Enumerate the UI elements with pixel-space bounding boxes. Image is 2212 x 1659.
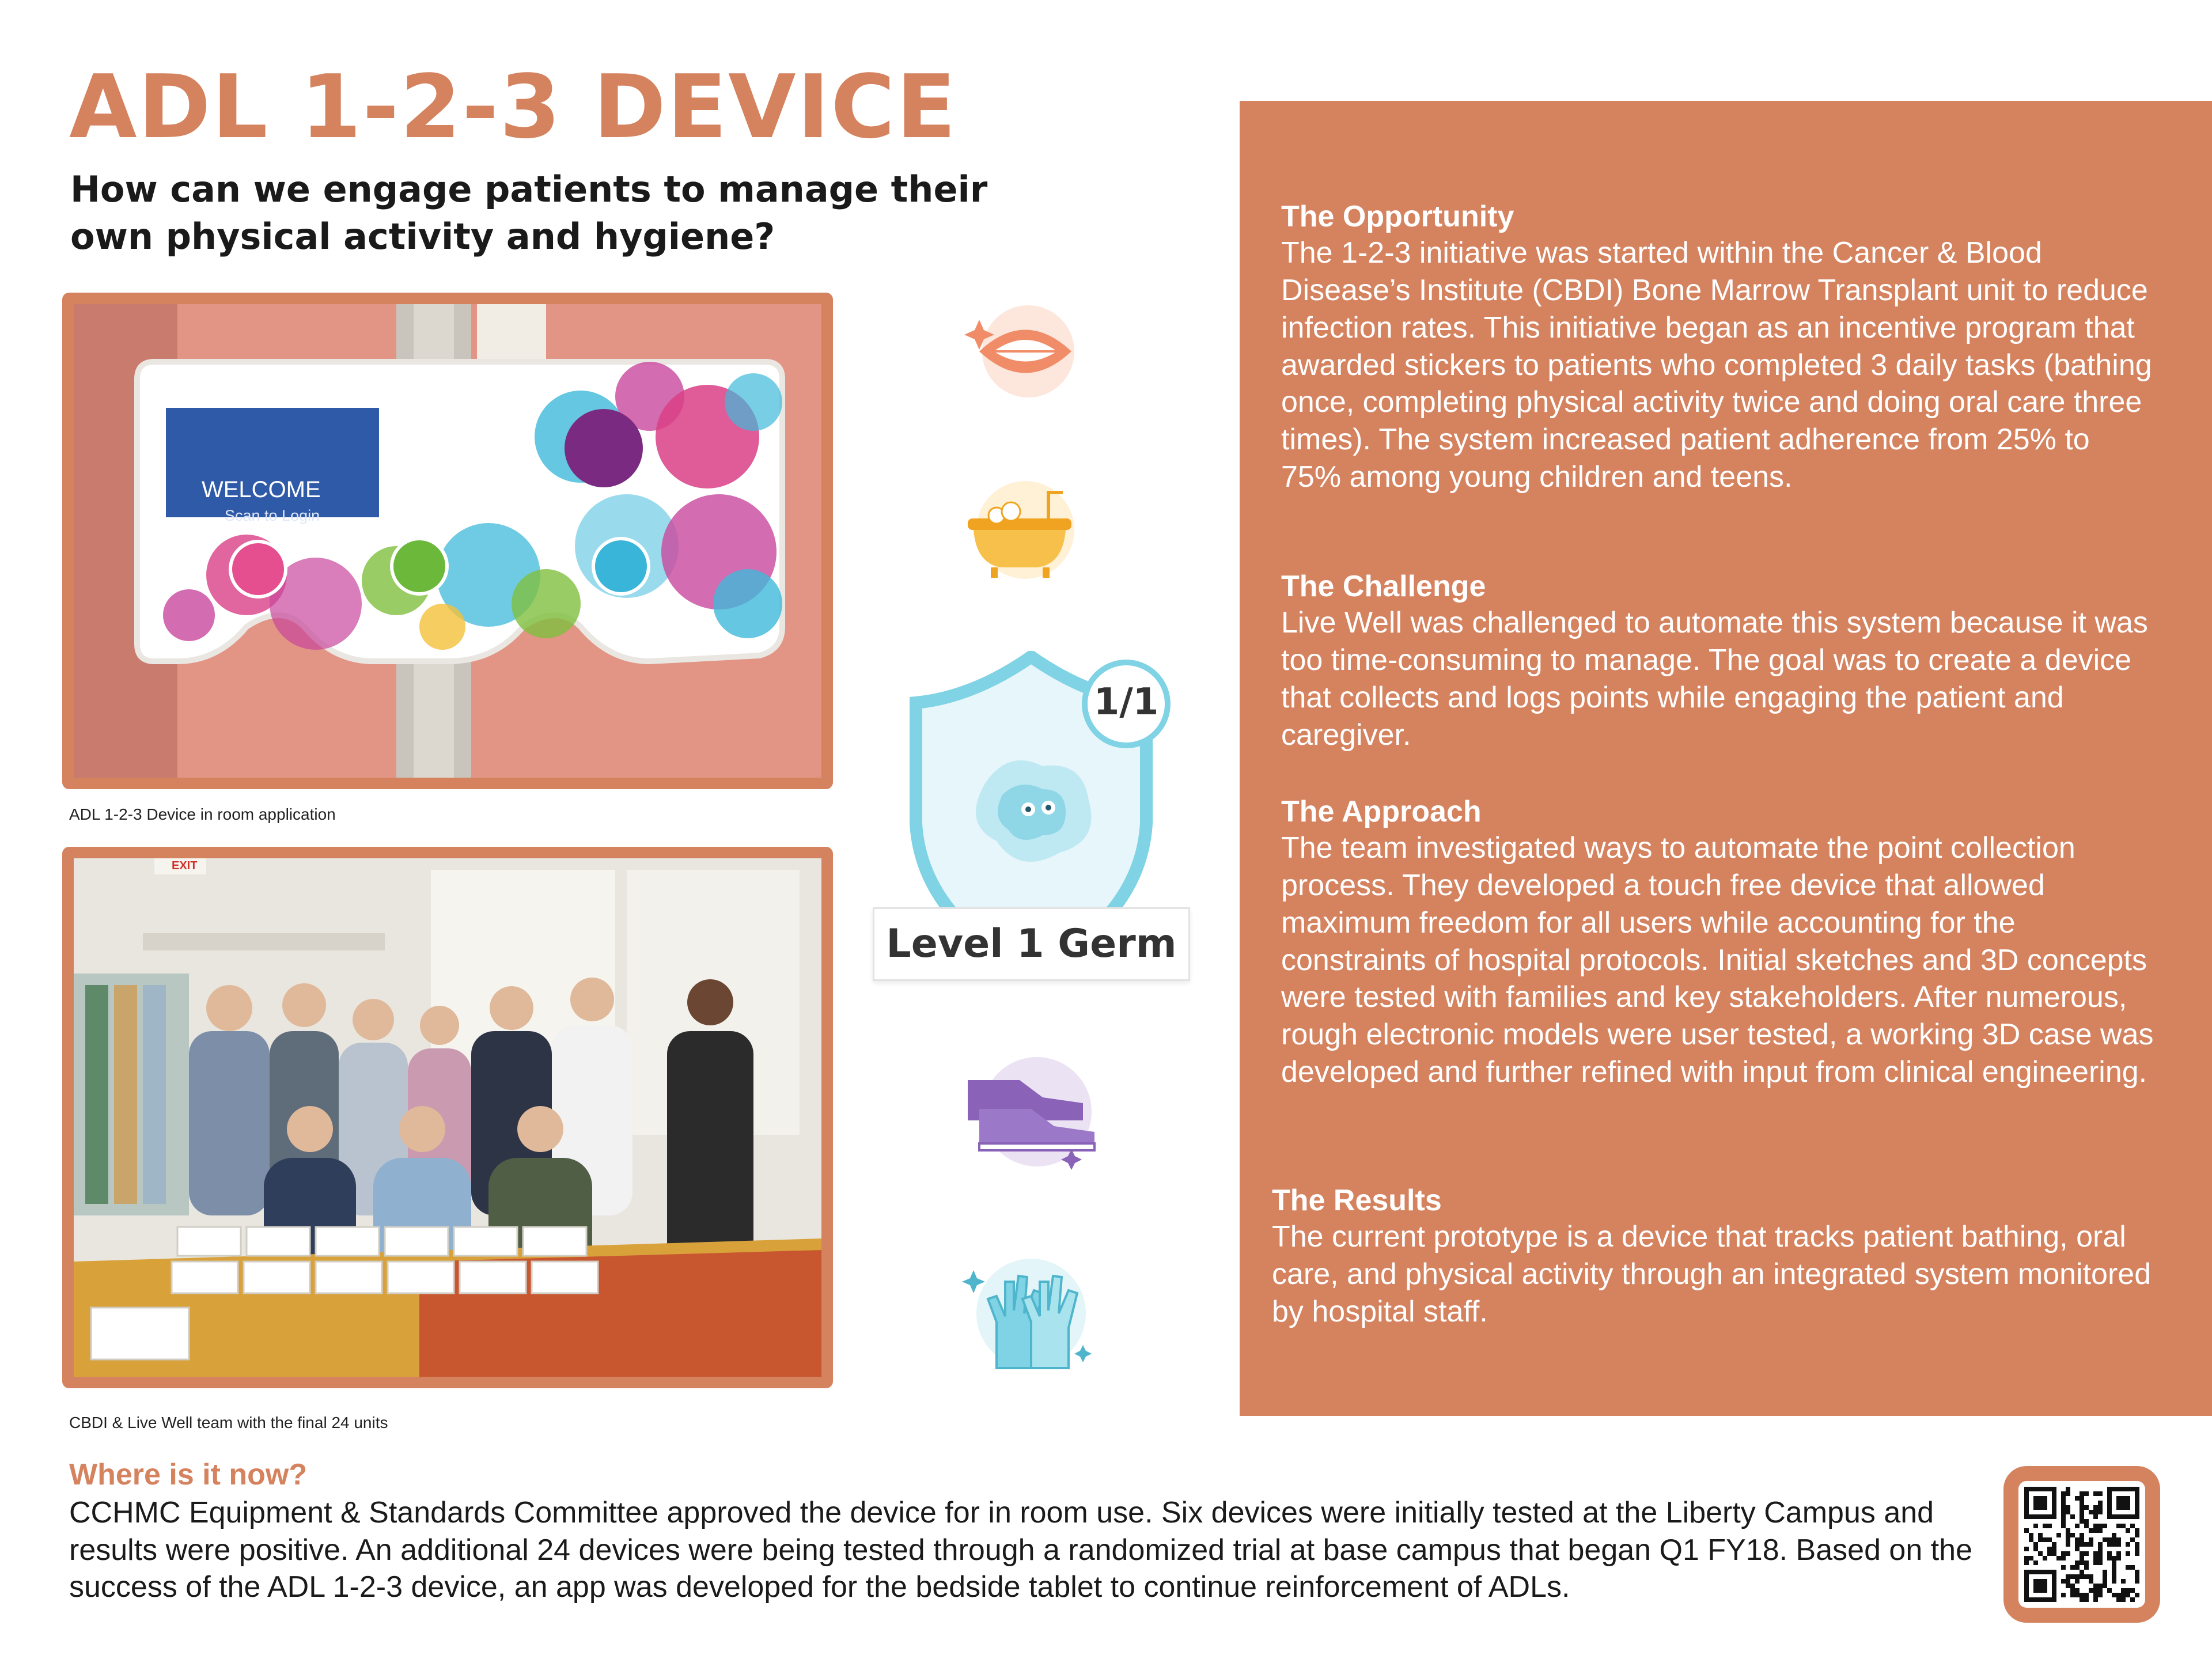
device-illustration bbox=[74, 304, 821, 778]
results-heading: The Results bbox=[1272, 1184, 1442, 1217]
page-title: ADL 1-2-3 DEVICE bbox=[69, 56, 957, 158]
qr-code[interactable] bbox=[2018, 1481, 2145, 1608]
team-photo-caption: CBDI & Live Well team with the final 24 units bbox=[69, 1414, 388, 1431]
results-body: The current prototype is a device that tracks patient bathing, oral care, and physical activity through an integrated system monitored by hospital staff. bbox=[1272, 1220, 2152, 1328]
device-photo-caption: ADL 1-2-3 Device in room application bbox=[69, 805, 336, 823]
approach-section bbox=[1281, 794, 2157, 1091]
approach-heading: The Approach bbox=[1281, 795, 1482, 828]
badge-count: 1/1 bbox=[1093, 681, 1159, 724]
team-illustration bbox=[74, 858, 821, 1377]
challenge-heading: The Challenge bbox=[1281, 570, 1486, 603]
exit-sign: EXIT bbox=[172, 859, 198, 872]
page-subtitle: How can we engage patients to manage their own physical activity and hygiene? bbox=[70, 168, 988, 257]
screen-title: WELCOME bbox=[202, 477, 321, 502]
qr-code-pattern bbox=[2018, 1481, 2145, 1608]
team-photo bbox=[62, 847, 833, 1388]
badge-label: Level 1 Germ bbox=[886, 921, 1177, 967]
results-section bbox=[1272, 1183, 2159, 1331]
approach-body: The team investigated ways to automate the point collection process. They developed a touch free device that allowed maximum freedom for all users while accounting for the constraints of hospital protocols. Initial sketches and 3D concepts were tested with families and key stakeholders. After numerous, rough electronic models were user tested, a working 3D case was developed and further refined with input from clinical engineering. bbox=[1281, 831, 2154, 1089]
screen-subtitle: Scan to Login bbox=[225, 507, 320, 524]
opportunity-heading: The Opportunity bbox=[1281, 200, 1514, 233]
status-heading: Where is it now? bbox=[69, 1458, 308, 1491]
status-body: CCHMC Equipment & Standards Committee approved the device for in room use. Six devices were initially tested at the Liberty Campus and results were positive. An additional 24 devices were being tested through a randomized trial at base campus that began Q1 FY18. Based on the success of the ADL 1-2-3 device, an app was developed for the bedside tablet to continue reinforcement of ADLs. bbox=[69, 1496, 1973, 1604]
info-panel bbox=[1240, 101, 2212, 1416]
challenge-body: Live Well was challenged to automate this system because it was too time-consuming to manage. The goal was to create a device that collects and logs points while engaging the patient and caregiver. bbox=[1281, 606, 2148, 752]
shoes-icon bbox=[956, 1046, 1112, 1172]
gloves-icon bbox=[956, 1247, 1106, 1377]
logo-name: Children's bbox=[192, 423, 253, 437]
bathtub-icon bbox=[950, 472, 1089, 582]
device-photo bbox=[62, 293, 833, 789]
qr-code-frame[interactable] bbox=[2003, 1466, 2160, 1623]
badge-label-box bbox=[873, 907, 1190, 981]
challenge-section bbox=[1281, 569, 2157, 753]
opportunity-section bbox=[1281, 199, 2157, 496]
opportunity-body: The 1-2-3 initiative was started within the Cancer & Blood Disease’s Institute (CBDI) Bone Marrow Transplant unit to reduce infection rates. This initiative began as an incentive program that awarded stickers to patients who completed 3 daily tasks (bathing once, completing physical activity twice and doing oral care three times). The system increased patient adherence from 25% to 75% among young children and teens. bbox=[1281, 236, 2152, 494]
logo-top: Cincinnati bbox=[192, 414, 234, 423]
mouth-icon bbox=[956, 297, 1089, 400]
